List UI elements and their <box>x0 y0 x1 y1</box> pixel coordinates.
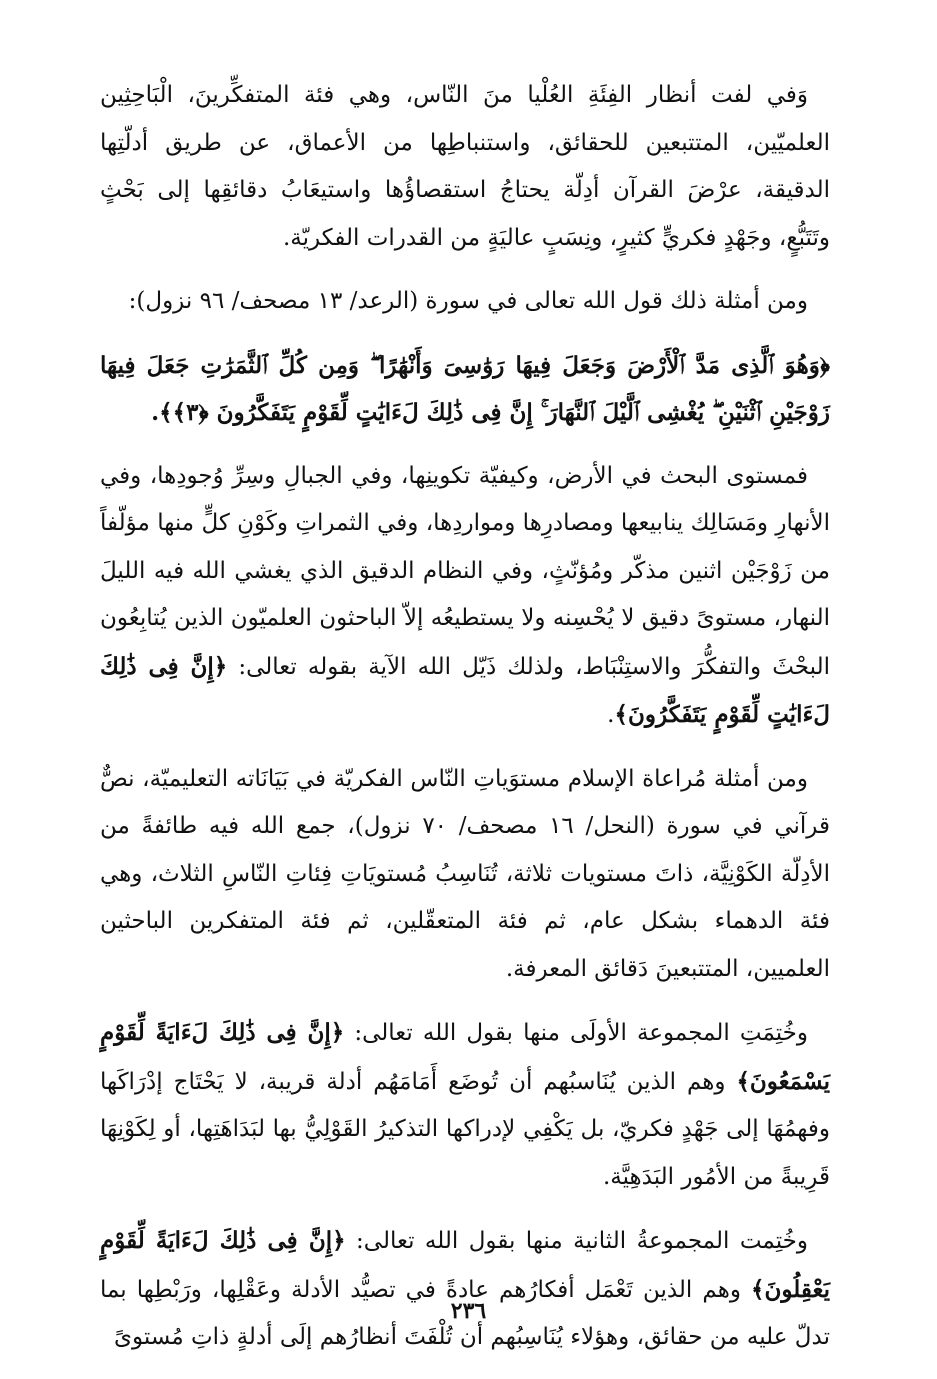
paragraph-2 <box>100 278 830 326</box>
paragraph-6-text: وخُتِمت المجموعةُ الثانية منها بقول الله تعالى: <box>345 1228 808 1254</box>
paragraph-3-text: فمستوى البحث في الأرض، وكيفيّة تكوينِها، وفي الجبالِ وسِرِّ وُجودِها، وفي الأنهارِ ومَسَالِك ينابيعها ومصادرِها ومواردِها، وفي الثمراتِ وكَوْنِ كلٍّ منها مؤلّفاً من زَوْجَيْن اثنين مذكّر ومُؤنّثٍ، وفي النظام الدقيق الذي يغشي الله فيه الليلَ النهار، مستوىً دقيق لا يُحْسِنه ولا يستطيعُه إلاّ الباحثون العلميّون الذين يُتابِعُون البحْثَ والتفكُّرَ والاستِنْبَاط، ولذلك ذَيّل الله الآية بقوله تعالى: <box>100 462 830 680</box>
paragraph-5-rest: وهم الذين يُنَاسبُهم أن تُوضَع أَمَامَهُم أدلة قريبة، لا يَحْتَاج إدْرَاكَها وفهمُهَا إلى جَهْدٍ فكريّ، بل يَكْفِي لإدراكها التذكيرُ القَوْلِيُّ بها لبَدَاهَتِها، أو لِكَوْنِهَا قَرِيبةً من الأمُور البَدَهِيَّة. <box>100 1068 830 1190</box>
paragraph-5-text: وخُتِمَتِ المجموعة الأولَى منها بقول الله تعالى: <box>344 1020 809 1046</box>
page-number: ٢٣٦ <box>450 1298 487 1324</box>
paragraph-4-text: ومن أمثلة مُراعاة الإسلام مستوَياتِ النّاس الفكريّة في بَيَانَاته التعليميّة، نصٌّ قرآني في سورة (النحل/ ١٦ مصحف/ ٧٠ نزول)، جمع الله فيه طائفةً من الأدِلّة الكَوْنِيَّة، ذاتَ مستويات ثلاثة، تُنَاسِبُ مُستويَاتِ فِئاتِ النّاسِ الثلاث، وهي فئة الدهماء بشكل عام، ثم فئة المتعقّلين، ثم فئة المتفكرين الباحثين العلميين، المتتبعينَ دَقائق المعرفة. <box>100 765 830 982</box>
paragraph-1-text: وَفي لفت أنظار الفِئَةِ العُلْيا منَ النّاس، وهي فئة المتفكِّرينَ، الْبَاحِثِين العلميّين، المتتبعين للحقائق، واستنباطِها من الأعماق، عن طريق أدلّتِها الدقيقة، عرْضَ القرآن أدِلّة يحتاجُ استقصاؤُها واستيعَابُ دقائقِها إلى بَحْثٍ وتَتَبُّعٍ، وجَهْدٍ فكريٍّ كثيرٍ، ونِسَبٍ عاليَةٍ من القدرات الفكريّة. <box>100 82 830 251</box>
quran-verse-block <box>100 342 830 437</box>
paragraph-3-end: . <box>607 702 615 728</box>
paragraph-1 <box>100 72 830 262</box>
paragraph-3-verse: ﴿إِنَّ فِى ذَٰلِكَ لَءَايَٰتٍ لِّقَوْمٍ يَتَفَكَّرُونَ﴾ <box>100 652 830 728</box>
paragraph-2-text: ومن أمثلة ذلك قول الله تعالى في سورة (الرعد/ ١٣ مصحف/ ٩٦ نزول): <box>128 288 808 314</box>
paragraph-4 <box>100 756 830 994</box>
paragraph-5-verse: ﴿إِنَّ فِى ذَٰلِكَ لَءَايَةً لِّقَوْمٍ يَسْمَعُونَ﴾ <box>100 1019 830 1095</box>
paragraph-5 <box>100 1009 830 1201</box>
paragraph-3 <box>100 453 830 740</box>
page-body <box>100 72 830 1378</box>
quran-verse-text: ﴿وَهُوَ ٱلَّذِى مَدَّ ٱلْأَرْضَ وَجَعَلَ فِيهَا رَوَٰسِىَ وَأَنْهَٰرًا ۖ وَمِن كُلِّ ٱلثَّمَرَٰتِ جَعَلَ فِيهَا زَوْجَيْنِ ٱثْنَيْنِ ۖ يُغْشِى ٱلَّيْلَ ٱلنَّهَارَ ۚ إِنَّ فِى ذَٰلِكَ لَءَايَٰتٍ لِّقَوْمٍ يَتَفَكَّرُونَ ﴿٣﴾﴾. <box>100 351 830 426</box>
paragraph-6-rest: وهم الذين تَعْمَل أفكارُهم عادةً في تصيُّد الأدلة وعَقْلِها، ورَبْطِها بما تدلّ عليه من حقائق، وهؤلاء يُنَاسِبُهم أن تُلْفَتَ أنظارُهم إلَى أدلةٍ ذاتِ مُستوىً <box>100 1276 830 1350</box>
paragraph-6 <box>100 1217 830 1362</box>
paragraph-6-verse: ﴿إِنَّ فِى ذَٰلِكَ لَءَايَةً لِّقَوْمٍ يَعْقِلُونَ﴾ <box>100 1227 830 1303</box>
